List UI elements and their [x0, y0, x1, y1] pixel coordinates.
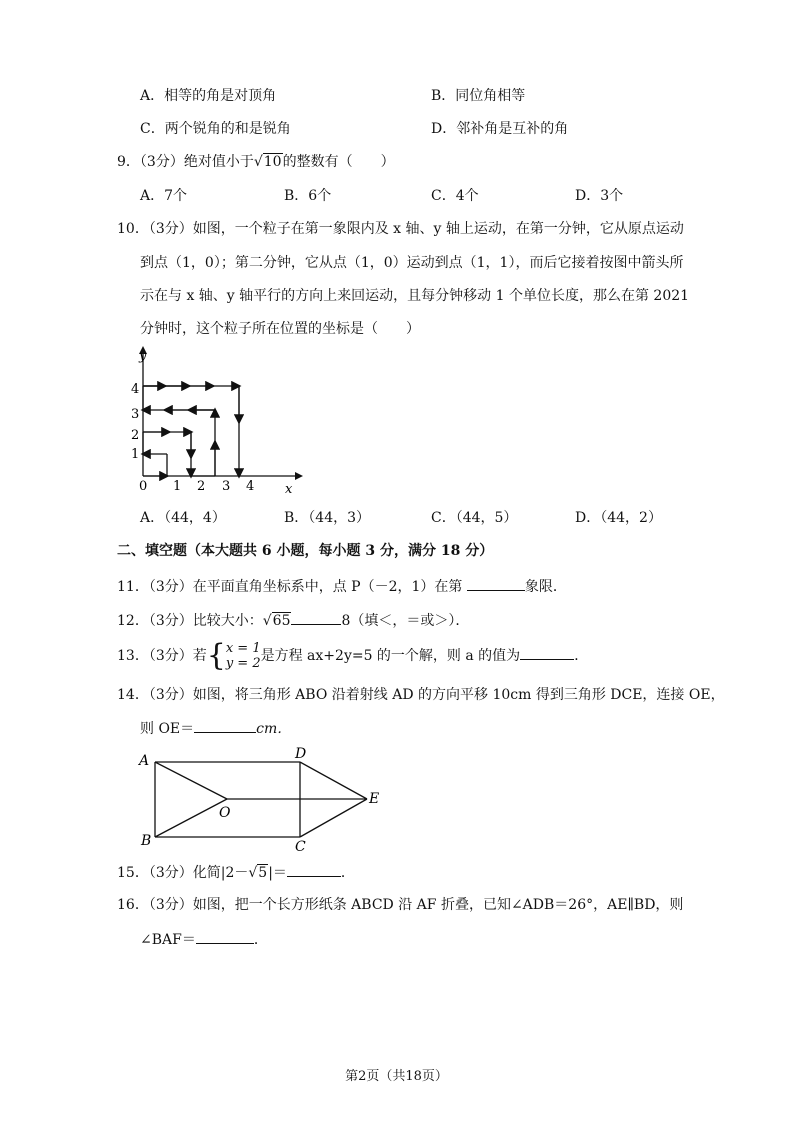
q8-option-d: D．邻补角是互补的角 — [431, 121, 569, 137]
q14-line-2 — [140, 718, 291, 739]
section-2-heading: 二、填空题（本大题共 6 小题，每小题 3 分，满分 18 分） — [117, 543, 494, 559]
q10-line-1: 10．（3分）如图，一个粒子在第一象限内及 x 轴、y 轴上运动，在第一分钟，它从原点运动 — [117, 221, 684, 237]
q10-line-2: 到点（1，0）；第二分钟，它从点（1，0）运动到点（1，1），而后它接着按图中箭头所 — [140, 255, 684, 271]
q9-radicand: 10 — [263, 154, 282, 170]
x-tick-4: 4 — [246, 479, 255, 494]
q9-option-a: A．7个 — [140, 188, 188, 204]
q13-system — [226, 641, 261, 671]
y-axis-label: y — [139, 349, 147, 364]
q8-option-b: B．同位角相等 — [431, 88, 526, 104]
question-11 — [117, 576, 567, 597]
point-d-label: D — [295, 746, 307, 762]
x-axis-label: x — [285, 482, 293, 497]
q8-option-a: A．相等的角是对顶角 — [140, 88, 277, 104]
q10-option-a: A．（44，4） — [140, 510, 226, 526]
q11-text-end: 象限． — [524, 579, 567, 595]
q13-answer-blank[interactable] — [520, 645, 574, 660]
q13-text-end: ． — [574, 648, 589, 664]
x-tick-1: 1 — [173, 479, 182, 494]
point-a-label: A — [139, 753, 150, 769]
q16-line-1: 16．（3分）如图，把一个长方形纸条 ABCD 沿 AF 折叠，已知∠ADB＝26°，AE∥BD，则 — [117, 897, 684, 913]
q14-unit: cm． — [256, 721, 292, 737]
q11-text: 11．（3分）在平面直角坐标系中，点 P（－2，1）在第 — [117, 579, 463, 595]
question-12: 12．（3分）比较大小：√65 8（填＜，＝或＞）． — [117, 610, 469, 631]
y-tick-3: 3 — [131, 407, 140, 422]
x-tick-2: 2 — [197, 479, 206, 494]
q11-answer-blank[interactable] — [467, 576, 525, 591]
q12-radicand: 65 — [272, 613, 291, 629]
q12-text: 12．（3分）比较大小： — [117, 613, 263, 629]
q16-line-2 — [140, 929, 268, 950]
question-15: 15．（3分）化简|2－√5|＝ ． — [117, 862, 355, 883]
q10-line-4: 分钟时，这个粒子所在位置的坐标是（ ） — [140, 321, 420, 337]
particle-path-figure — [125, 342, 305, 500]
q14-text: 则 OE＝ — [140, 721, 195, 737]
q8-option-c: C．两个锐角的和是锐角 — [140, 121, 291, 137]
q13-equation-1: x = 1 — [225, 641, 261, 656]
q9-option-b: B．6个 — [284, 188, 332, 204]
q10-option-b: B．（44，3） — [284, 510, 371, 526]
particle-path — [143, 386, 239, 476]
q10-option-d: D．（44，2） — [575, 510, 662, 526]
q9-prefix: 9．（3分）绝对值小于 — [117, 154, 254, 170]
point-o-label: O — [219, 805, 231, 821]
q13-text-mid: 是方程 ax+2y=5 的一个解，则 a 的值为 — [260, 648, 521, 664]
q15-text-end: ． — [340, 865, 355, 881]
q15-text: 15．（3分）化简|2－ — [117, 865, 249, 881]
q14-line-1: 14．（3分）如图，将三角形 ABO 沿着射线 AD 的方向平移 10cm 得到三角形 DCE，连接 OE， — [117, 687, 725, 703]
q12-answer-blank[interactable] — [291, 610, 341, 625]
q10-line-3: 示在与 x 轴、y 轴平行的方向上来回运动，且每分钟移动 1 个单位长度，那么在第 2021 — [140, 288, 690, 304]
page-footer: 第2页（共18页） — [345, 1069, 448, 1084]
q16-answer-blank[interactable] — [196, 929, 254, 944]
q14-answer-blank[interactable] — [194, 718, 256, 733]
point-e-label: E — [369, 791, 380, 807]
x-tick-3: 3 — [222, 479, 231, 494]
q15-answer-blank[interactable] — [287, 862, 341, 877]
q9-option-d: D．3个 — [575, 188, 624, 204]
q9-option-c: C．4个 — [431, 188, 479, 204]
origin-label: 0 — [139, 479, 148, 494]
point-c-label: C — [295, 839, 306, 855]
q12-text-end: 8（填＜，＝或＞）． — [341, 613, 470, 629]
q13-equation-2: y = 2 — [225, 656, 261, 671]
q15-radicand: 5 — [258, 865, 268, 881]
q16-text: ∠BAF＝ — [140, 932, 196, 948]
translation-figure — [135, 745, 395, 855]
question-13 — [117, 640, 588, 672]
point-b-label: B — [141, 833, 152, 849]
q9-suffix: 的整数有（ ） — [282, 154, 395, 170]
q13-text: 13．（3分）若 — [117, 648, 207, 664]
brace-symbol: { — [206, 638, 226, 673]
y-tick-1: 1 — [131, 447, 140, 462]
q16-text-end: ． — [253, 932, 268, 948]
q15-text-mid: |＝ — [268, 865, 287, 881]
y-tick-2: 2 — [131, 428, 140, 443]
y-tick-4: 4 — [131, 382, 140, 397]
q10-option-c: C．（44，5） — [431, 510, 518, 526]
question-9: 9．（3分）绝对值小于√10的整数有（ ） — [117, 154, 395, 170]
